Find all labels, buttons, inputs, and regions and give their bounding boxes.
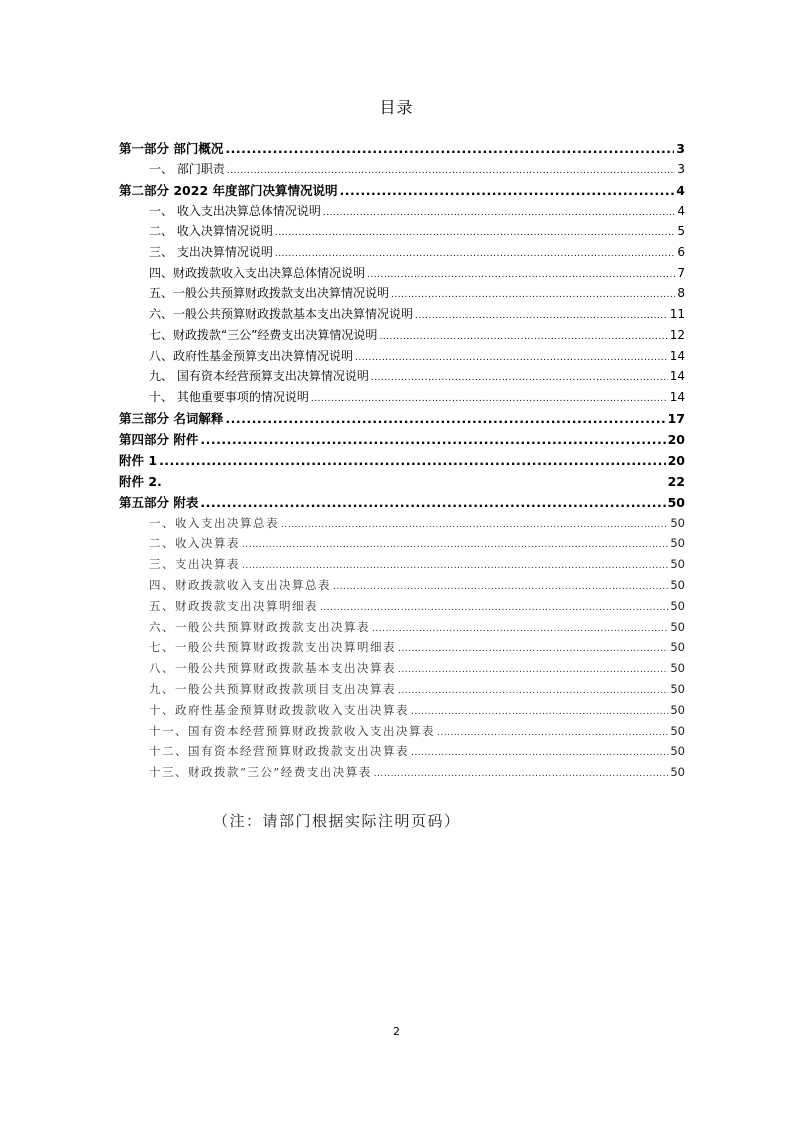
toc-entry[interactable] — [119, 201, 685, 222]
toc-entry-label: 第一部分 部门概况 — [119, 141, 224, 156]
toc-entry-label: 六、一般公共预算财政拨款支出决算表 — [149, 619, 370, 634]
toc-entry-label: 八、政府性基金预算支出决算情况说明 — [149, 348, 354, 363]
toc-leader-dots — [225, 408, 665, 429]
toc-entry-page: 50 — [670, 557, 685, 572]
toc-entry-page: 50 — [670, 640, 685, 655]
toc-entry-label: 五、财政拨款支出决算明细表 — [149, 598, 318, 613]
toc-entry[interactable] — [119, 741, 685, 762]
toc-leader-dots — [411, 743, 668, 764]
toc-entry-page: 50 — [670, 702, 685, 717]
toc-entry-page: 50 — [670, 723, 685, 738]
toc-leader-dots — [159, 450, 666, 471]
toc-leader-dots — [371, 368, 668, 389]
toc-leader-dots — [227, 161, 676, 182]
toc-entry[interactable] — [119, 221, 685, 242]
toc-entry[interactable] — [119, 263, 685, 284]
toc-entry[interactable] — [119, 471, 685, 492]
note-text: （注：请部门根据实际注明页码） — [213, 812, 461, 830]
toc-entry-page: 17 — [667, 410, 685, 426]
toc-entry-label: 三、 支出决算情况说明 — [149, 245, 273, 260]
toc-entry-page: 3 — [677, 162, 685, 176]
toc-leader-dots — [398, 639, 668, 660]
toc-entry[interactable] — [119, 762, 685, 783]
toc-entry[interactable] — [119, 283, 685, 304]
table-of-contents — [119, 138, 685, 783]
toc-leader-dots — [374, 764, 669, 785]
toc-entry[interactable] — [119, 450, 685, 471]
toc-entry-label: 十二、国有资本经营预算财政拨款支出决算表 — [149, 744, 409, 759]
toc-entry-label: 第三部分 名词解释 — [119, 410, 224, 426]
toc-entry[interactable] — [119, 242, 685, 263]
toc-entry[interactable] — [119, 596, 685, 617]
toc-entry-page: 50 — [670, 536, 685, 551]
toc-entry-page: 22 — [667, 473, 685, 489]
toc-entry-page: 14 — [669, 348, 685, 363]
toc-leader-dots — [281, 515, 668, 536]
toc-entry-label: 附件 2. — [119, 473, 162, 489]
toc-entry[interactable] — [119, 679, 685, 700]
toc-entry-page: 50 — [670, 515, 685, 530]
toc-entry[interactable] — [119, 387, 685, 408]
toc-leader-dots — [391, 285, 675, 306]
toc-entry[interactable] — [119, 429, 685, 450]
toc-leader-dots — [333, 577, 668, 598]
toc-leader-dots — [242, 535, 668, 556]
toc-entry-label: 七、财政拨款“三公”经费支出决算情况说明 — [149, 327, 378, 342]
toc-entry-page: 7 — [677, 265, 685, 280]
toc-entry-page: 8 — [677, 286, 685, 301]
toc-entry-label: 十、政府性基金预算财政拨款收入支出决算表 — [149, 702, 409, 717]
toc-entry-page: 20 — [667, 452, 685, 468]
toc-entry[interactable] — [119, 554, 685, 575]
toc-entry[interactable] — [119, 325, 685, 346]
toc-entry-label: 二、 收入决算情况说明 — [149, 224, 273, 239]
toc-leader-dots — [372, 619, 668, 640]
toc-leader-dots — [275, 223, 676, 244]
toc-entry-label: 十三、财政拨款“三公”经费支出决算表 — [149, 765, 372, 780]
toc-leader-dots — [398, 681, 668, 702]
toc-entry-label: 六、一般公共预算财政拨款基本支出决算情况说明 — [149, 307, 414, 322]
toc-entry-page: 50 — [670, 765, 685, 780]
toc-entry-label: 七、一般公共预算财政拨款支出决算明细表 — [149, 640, 396, 655]
toc-entry[interactable] — [119, 366, 685, 387]
toc-leader-dots — [242, 556, 668, 577]
toc-entry[interactable] — [119, 700, 685, 721]
toc-entry-page: 50 — [667, 494, 685, 510]
toc-entry-page: 11 — [669, 307, 685, 322]
toc-entry[interactable] — [119, 721, 685, 742]
toc-entry-page: 4 — [676, 182, 685, 198]
toc-entry[interactable] — [119, 180, 685, 201]
toc-leader-dots — [340, 180, 675, 201]
toc-entry-page: 50 — [670, 598, 685, 613]
toc-entry[interactable] — [119, 304, 685, 325]
toc-entry-label: 十、 其他重要事项的情况说明 — [149, 389, 309, 404]
toc-leader-dots — [200, 492, 665, 513]
toc-entry-label: 五、一般公共预算财政拨款支出决算情况说明 — [149, 286, 390, 301]
toc-entry-label: 一、 部门职责 — [149, 162, 225, 176]
toc-entry-page: 50 — [670, 744, 685, 759]
toc-entry[interactable] — [119, 346, 685, 367]
toc-entry-label: 四、财政拨款收入支出决算总表 — [149, 577, 331, 592]
toc-entry-label: 第五部分 附表 — [119, 494, 199, 510]
toc-leader-dots — [320, 598, 668, 619]
toc-leader-dots — [367, 265, 675, 286]
toc-entry-label: 附件 1 — [119, 452, 158, 468]
toc-entry-page: 5 — [677, 224, 685, 239]
toc-entry-page: 14 — [669, 369, 685, 384]
toc-entry[interactable] — [119, 533, 685, 554]
toc-entry[interactable] — [119, 617, 685, 638]
toc-entry-label: 二、收入决算表 — [149, 536, 240, 551]
toc-entry[interactable] — [119, 408, 685, 429]
toc-entry-page: 50 — [670, 577, 685, 592]
toc-leader-dots — [275, 244, 676, 265]
toc-entry[interactable] — [119, 492, 685, 513]
toc-entry-page: 14 — [669, 389, 685, 404]
toc-entry-page: 50 — [670, 661, 685, 676]
toc-entry-label: 一、 收入支出决算总体情况说明 — [149, 203, 321, 218]
toc-leader-dots — [323, 203, 676, 224]
toc-entry-label: 九、一般公共预算财政拨款项目支出决算表 — [149, 681, 396, 696]
document-title: 目录 — [379, 98, 414, 117]
toc-entry[interactable] — [119, 658, 685, 679]
toc-leader-dots — [311, 389, 668, 410]
toc-leader-dots — [355, 348, 668, 369]
toc-entry[interactable] — [119, 138, 685, 159]
page-number: 2 — [393, 1025, 400, 1038]
toc-entry[interactable] — [119, 575, 685, 596]
toc-entry-page: 50 — [670, 619, 685, 634]
toc-entry-label: 一、收入支出决算总表 — [149, 515, 279, 530]
toc-entry-label: 十一、国有资本经营预算财政拨款收入支出决算表 — [149, 723, 435, 738]
toc-entry-label: 九、 国有资本经营预算支出决算情况说明 — [149, 369, 369, 384]
toc-entry-page: 4 — [677, 203, 685, 218]
toc-entry[interactable] — [119, 513, 685, 534]
toc-leader-dots — [398, 660, 668, 681]
toc-entry[interactable] — [119, 159, 685, 180]
toc-leader-dots — [411, 702, 668, 723]
toc-entry-page: 12 — [669, 327, 685, 342]
toc-entry-label: 第二部分 2022 年度部门决算情况说明 — [119, 182, 338, 198]
toc-entry-label: 第四部分 附件 — [119, 431, 199, 447]
toc-entry-label: 三、支出决算表 — [149, 557, 240, 572]
toc-entry-label: 八、一般公共预算财政拨款基本支出决算表 — [149, 661, 396, 676]
toc-leader-dots — [225, 138, 674, 159]
toc-entry[interactable] — [119, 637, 685, 658]
toc-leader-dots — [415, 306, 668, 327]
toc-entry-page: 20 — [667, 431, 685, 447]
toc-leader-dots — [200, 429, 665, 450]
toc-entry-page: 50 — [670, 681, 685, 696]
toc-entry-label: 四、财政拨款收入支出决算总体情况说明 — [149, 265, 366, 280]
toc-entry-page: 6 — [677, 245, 685, 260]
toc-entry-page: 3 — [676, 141, 685, 156]
toc-leader-dots — [437, 723, 668, 744]
toc-leader-dots — [379, 327, 667, 348]
